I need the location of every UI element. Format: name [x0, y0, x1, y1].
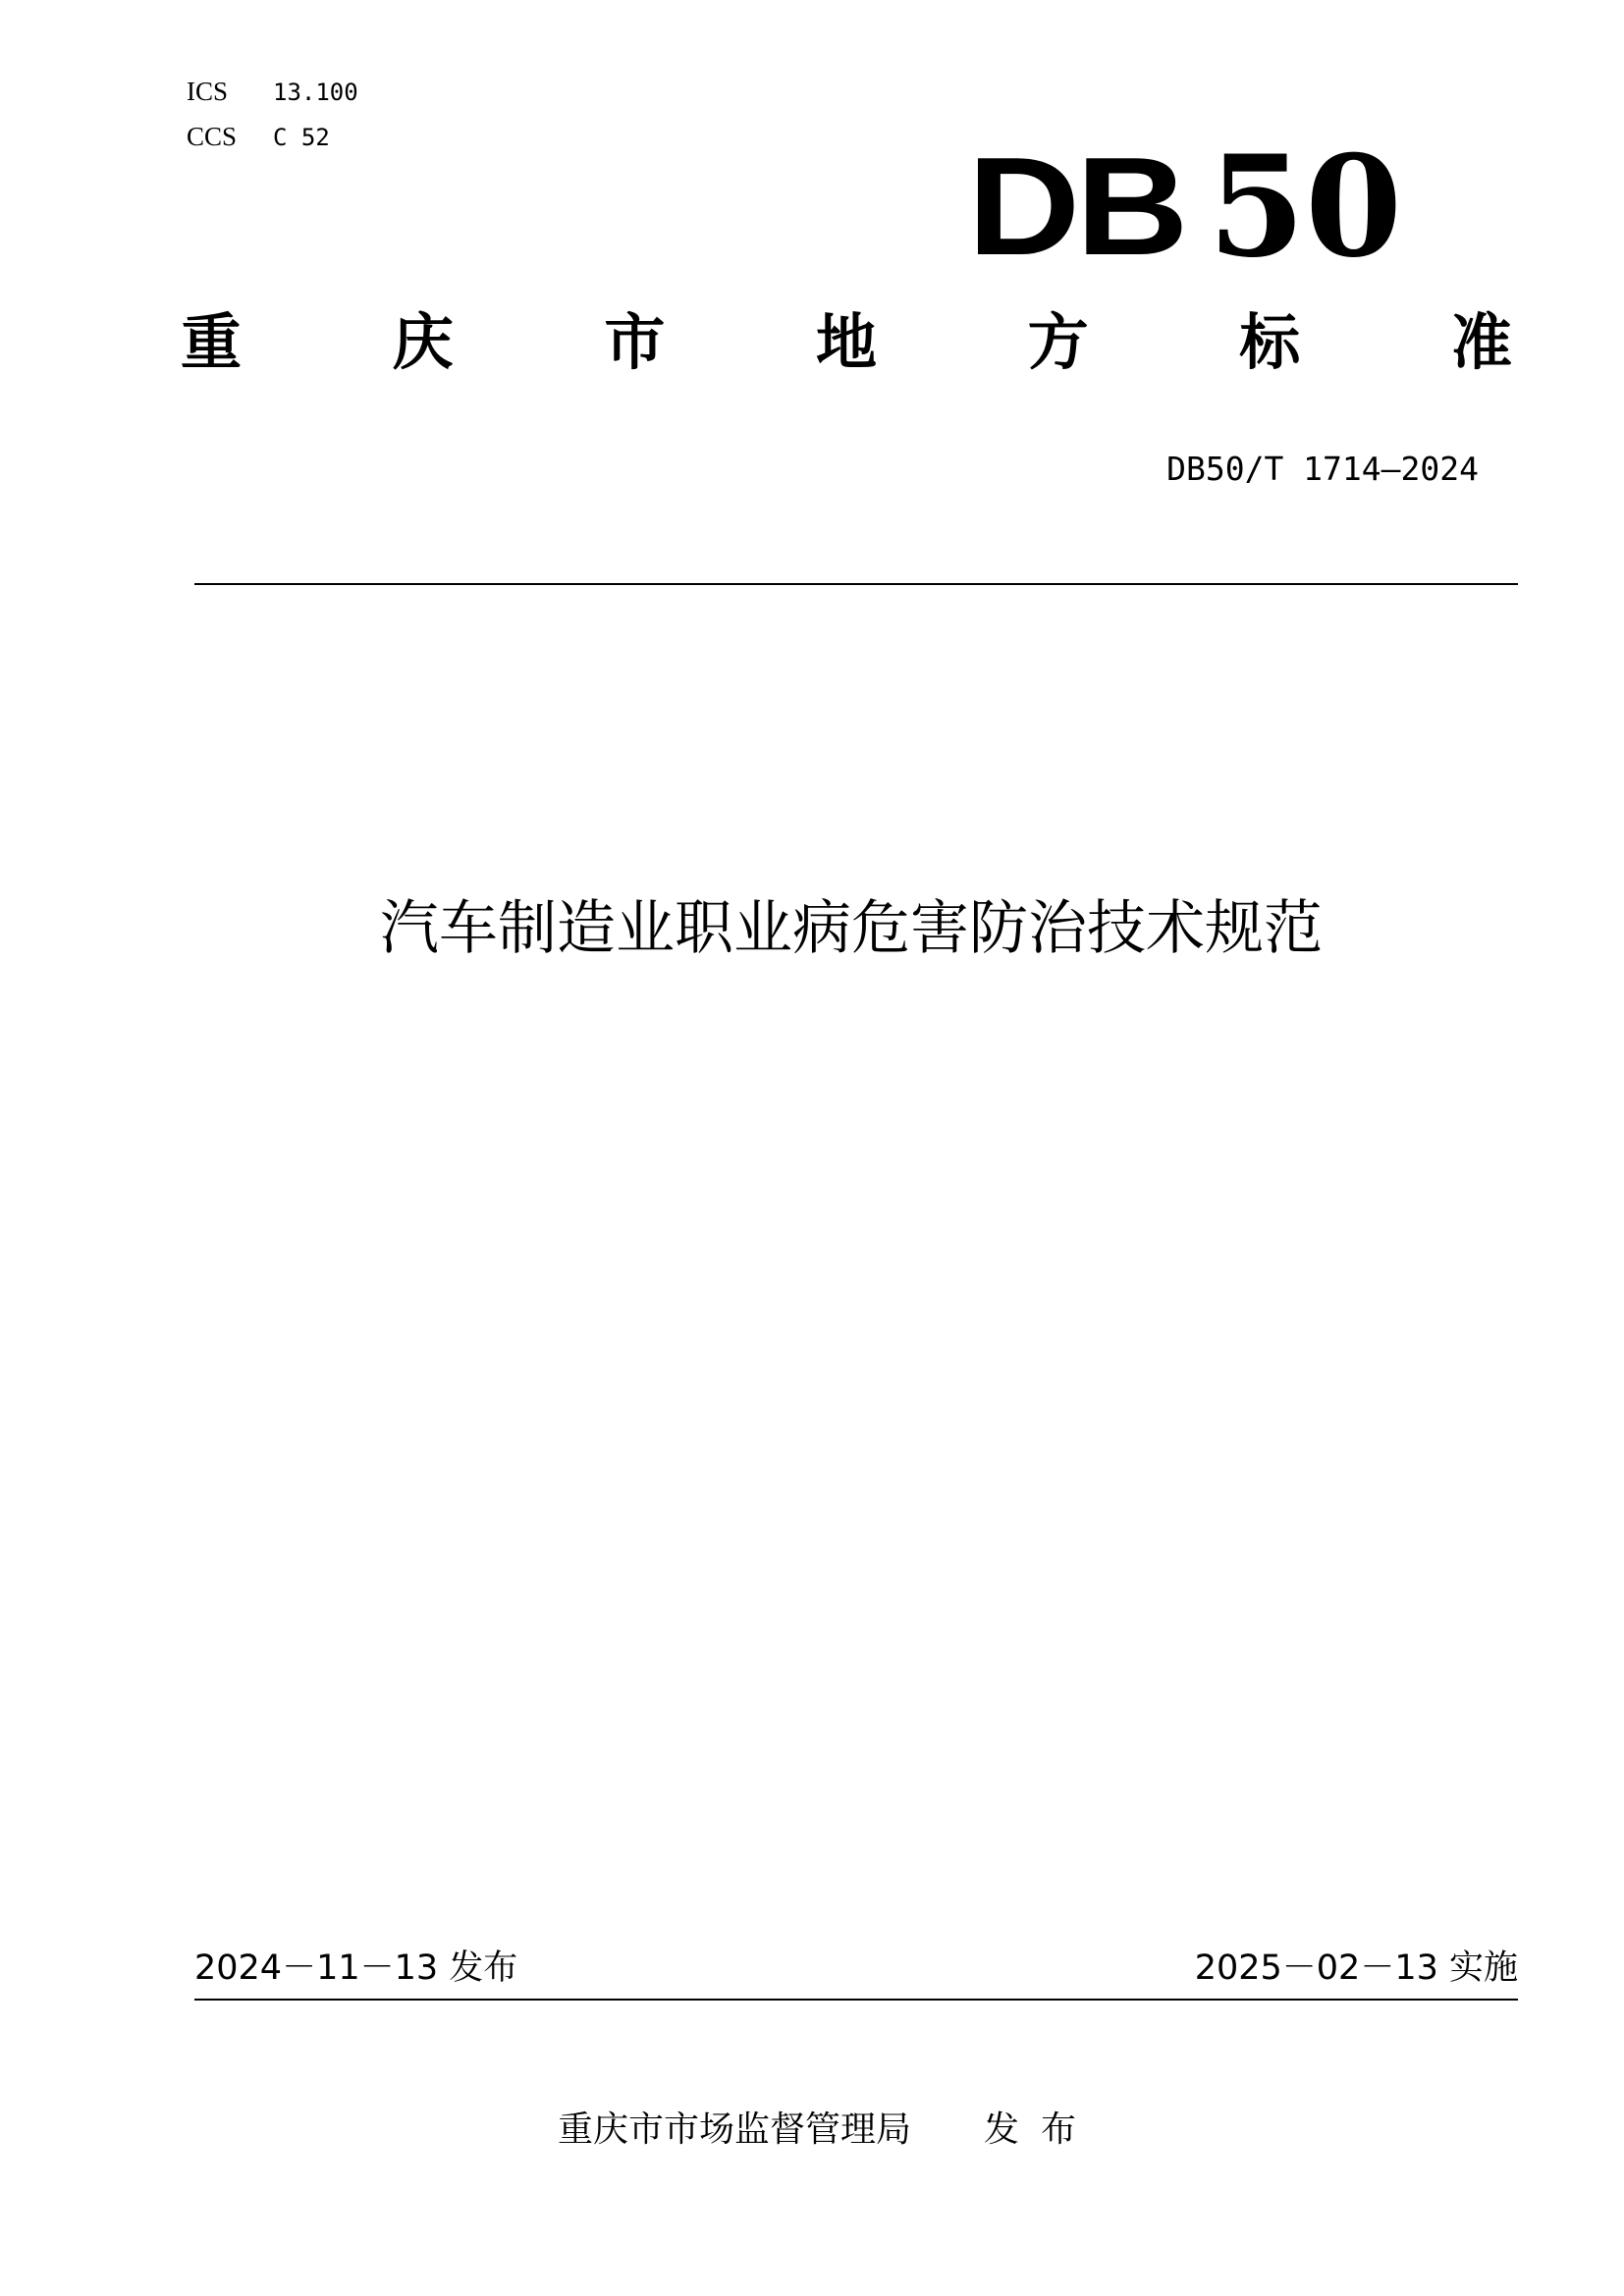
publish-label: 发布: [984, 2109, 1099, 2150]
ccs-value: C 52: [273, 124, 330, 151]
ccs-label: CCS: [187, 122, 238, 151]
logo-number: 50: [1208, 126, 1402, 289]
standard-type-char: 准: [1450, 306, 1512, 378]
db50-logo: [967, 126, 1402, 289]
standard-type-char: 庆: [392, 306, 454, 378]
classification-block: [187, 77, 358, 167]
standard-type-char: 方: [1027, 306, 1089, 378]
logo-letters: DB: [967, 129, 1185, 285]
ics-value: 13.100: [273, 79, 358, 106]
publisher-name: 重庆市市场监督管理局: [558, 2109, 912, 2150]
standard-type-char: 市: [604, 306, 666, 378]
bottom-divider: [194, 1999, 1518, 2001]
ccs-row: [187, 122, 358, 167]
standard-type-heading: [181, 306, 1512, 378]
ics-label: ICS: [187, 77, 229, 106]
ics-row: [187, 77, 358, 122]
top-divider: [194, 583, 1518, 585]
standard-type-char: 标: [1239, 306, 1301, 378]
implementation-date: 2025－02－13 实施: [1194, 1949, 1518, 1988]
issue-date: 2024－11－13 发布: [194, 1949, 518, 1988]
document-title: 汽车制造业职业病危害防治技术规范: [380, 894, 1323, 963]
standard-number: DB50/T 1714—2024: [1166, 450, 1479, 488]
standard-type-char: 地: [815, 306, 877, 378]
standard-type-char: 重: [181, 306, 243, 378]
publisher-line: [558, 2109, 1098, 2151]
